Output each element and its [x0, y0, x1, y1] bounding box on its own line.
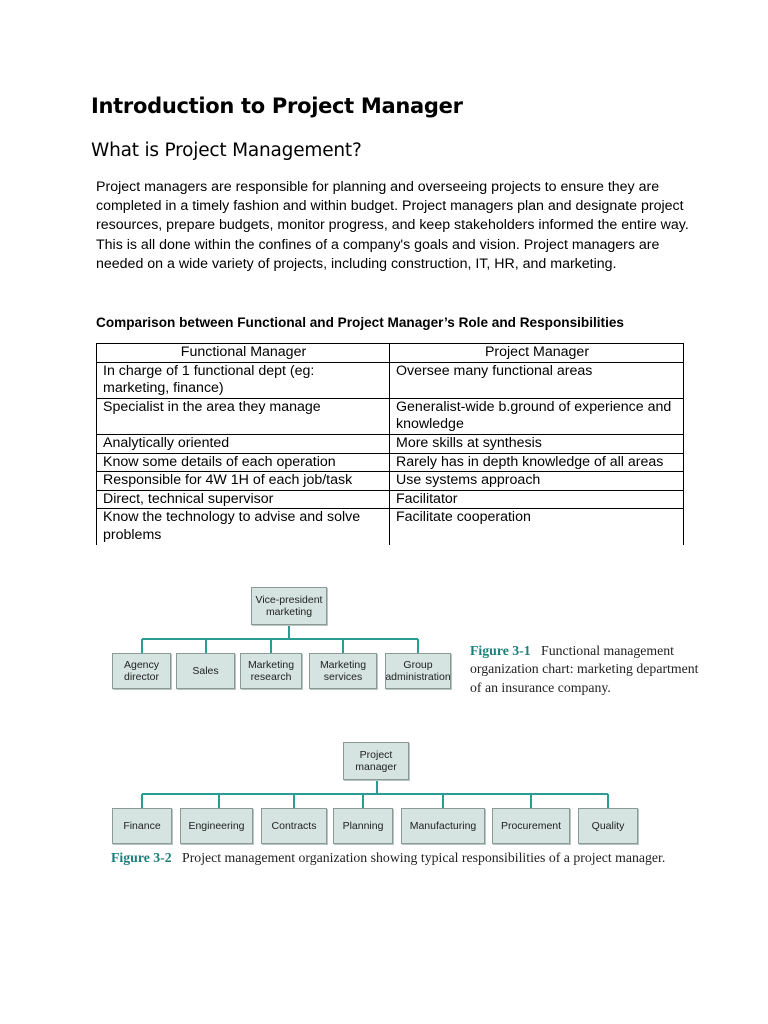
table-row [97, 398, 684, 434]
org-box-quality: Quality [578, 808, 638, 844]
page-title: Introduction to Project Manager [91, 94, 463, 118]
table-cell: Generalist-wide b.ground of experience and knowledge [390, 398, 684, 434]
table-row [97, 453, 684, 472]
org-box-contracts: Contracts [261, 808, 327, 844]
header-project-manager: Project Manager [390, 344, 684, 363]
figure-3-1-label: Figure 3-1 [470, 643, 531, 658]
org-box-marketing-research: Marketing research [240, 653, 302, 689]
table-header-row [97, 344, 684, 363]
table-cell: Know some details of each operation [97, 453, 390, 472]
org-box-project-manager: Project manager [343, 742, 409, 780]
table-cell: Oversee many functional areas [390, 362, 684, 398]
org-box-manufacturing: Manufacturing [401, 808, 485, 844]
org-box-engineering: Engineering [180, 808, 253, 844]
intro-paragraph: Project managers are responsible for planning and overseeing projects to ensure they are completed in a timely fashion and within budget. Project managers plan and designate project resources, prepare budgets, monitor progress, and keep stakeholders informed the entire way. This is all done within the confines of a company's goals and vision. Project managers are needed on a wide variety of projects, including construction, IT, HR, and marketing. [96, 179, 689, 272]
org-box-procurement: Procurement [492, 808, 570, 844]
table-cell: Rarely has in depth knowledge of all areas [390, 453, 684, 472]
table-row [97, 362, 684, 398]
figure-3-2-text: Project management organization showing typical responsibilities of a project manager. [182, 850, 666, 865]
table-cell: Know the technology to advise and solve problems [97, 509, 390, 545]
figure-3-2-label: Figure 3-2 [111, 850, 172, 865]
table-cell: Facilitate cooperation [390, 509, 684, 545]
table-cell: Direct, technical supervisor [97, 490, 390, 509]
table-cell: Specialist in the area they manage [97, 398, 390, 434]
figure-3-2-caption [111, 850, 665, 866]
figure-3-1-caption [470, 642, 700, 697]
org-box-sales: Sales [176, 653, 235, 689]
table-cell: More skills at synthesis [390, 434, 684, 453]
comparison-table [96, 343, 684, 545]
table-caption: Comparison between Functional and Project Manager’s Role and Responsibilities [96, 315, 624, 330]
table-cell: Responsible for 4W 1H of each job/task [97, 472, 390, 491]
table-cell: In charge of 1 functional dept (eg: marketing, finance) [97, 362, 390, 398]
org-box-group-administration: Group administration [385, 653, 451, 689]
table-cell: Use systems approach [390, 472, 684, 491]
table-row [97, 490, 684, 509]
org-box-vice-president: Vice-president marketing [251, 587, 327, 625]
table-row [97, 472, 684, 491]
header-functional-manager: Functional Manager [97, 344, 390, 363]
org-box-finance: Finance [112, 808, 172, 844]
org-box-agency-director: Agency director [112, 653, 171, 689]
figure-3-1-text: Functional management organization chart: marketing department of an insurance company. [470, 643, 699, 695]
table-cell: Facilitator [390, 490, 684, 509]
org-box-planning: Planning [333, 808, 393, 844]
table-cell: Analytically oriented [97, 434, 390, 453]
org-box-marketing-services: Marketing services [309, 653, 377, 689]
section-heading: What is Project Management? [91, 140, 362, 161]
table-row [97, 509, 684, 545]
table-row [97, 434, 684, 453]
